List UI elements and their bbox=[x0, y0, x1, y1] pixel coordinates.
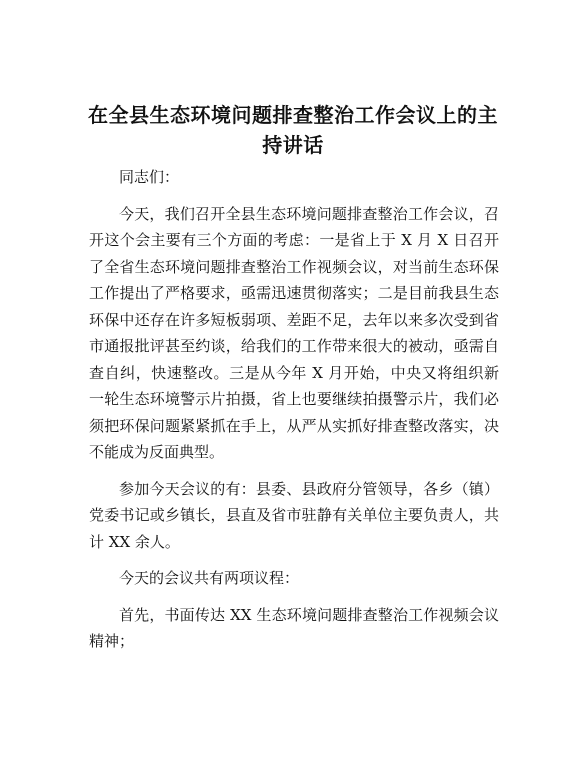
paragraph-meeting-reasons: 今天，我们召开全县生态环境问题排查整治工作会议，召开这个会主要有三个方面的考虑：一是省上于 X 月 X 日召开了全省生态环境问题排查整治工作视频会议，对当前生态环保工作提出了严格要求，亟需迅速贯彻落实；二是目前我县生态环保中还存在许多短板弱项、差距不足，去年以来多次受到省市通报批评甚至约谈，给我们的工作带来很大的被动，亟需自查自纠，快速整改。三是从今年 X 月开始，中央又将组织新一轮生态环境警示片拍摄，省上也要继续拍摄警示片，我们必须把环保问题紧紧抓在手上，从严从实抓好排查整改落实，决不能成为反面典型。 bbox=[89, 204, 499, 461]
paragraph-agenda-intro: 今天的会议共有两项议程： bbox=[119, 569, 300, 587]
paragraph-agenda-first: 首先，书面传达 XX 生态环境问题排查整治工作视频会议精神； bbox=[89, 605, 499, 650]
paragraph-greeting: 同志们： bbox=[119, 168, 180, 186]
document-body bbox=[89, 164, 499, 665]
title-line-1: 在全县生态环境问题排查整治工作会议上的主 bbox=[88, 103, 498, 127]
title-line-2: 持讲话 bbox=[262, 133, 324, 157]
paragraph-attendees: 参加今天会议的有：县委、县政府分管领导，各乡（镇）党委书记或乡镇长，县直及省市驻静有关单位主要负责人，共计 XX 余人。 bbox=[89, 479, 499, 551]
document-title bbox=[80, 100, 506, 160]
